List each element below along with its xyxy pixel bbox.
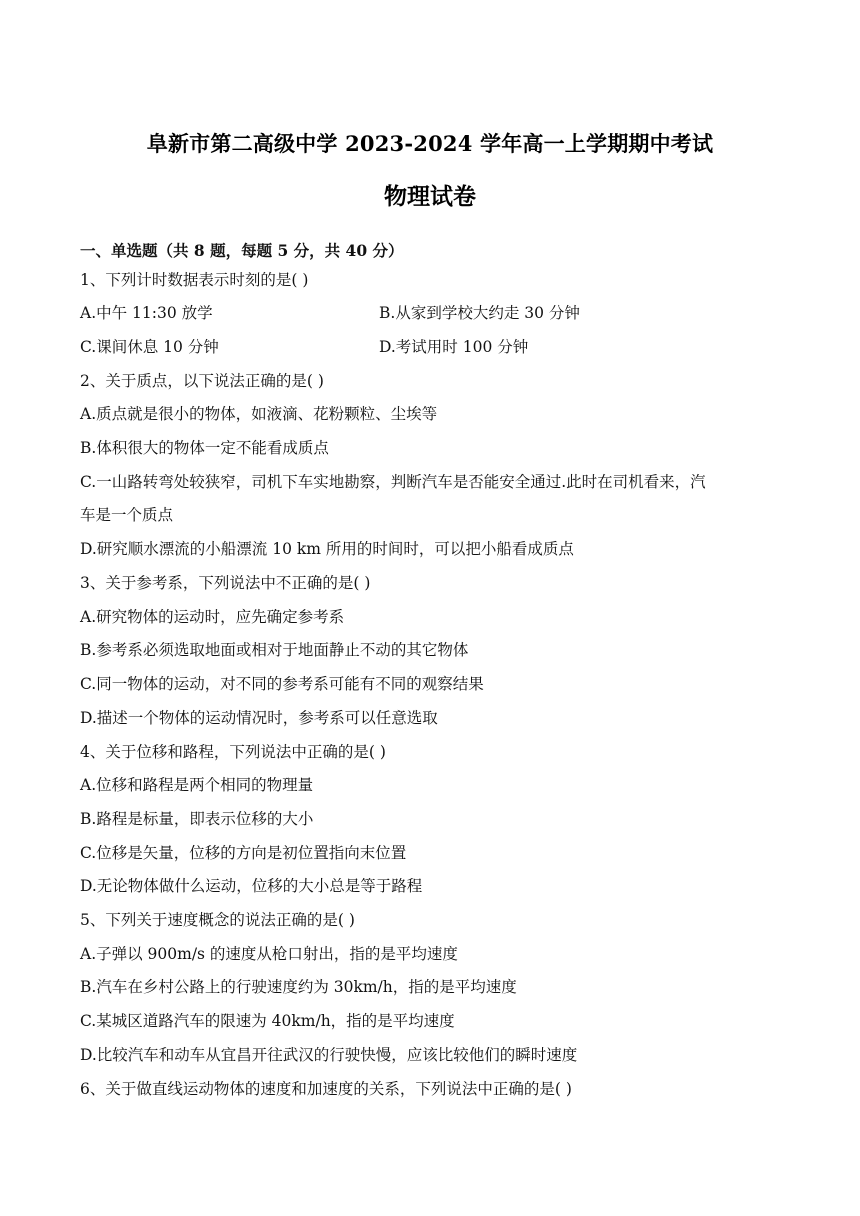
question-stem: 4、关于位移和路程，下列说法中正确的是( ) xyxy=(80,743,386,761)
option-c: C.同一物体的运动，对不同的参考系可能有不同的观察结果 xyxy=(80,675,484,693)
option-c: C.一山路转弯处较狭窄，司机下车实地勘察，判断汽车是否能安全通过.此时在司机看来，汽 xyxy=(80,473,706,491)
option-b: B.参考系必须选取地面或相对于地面静止不动的其它物体 xyxy=(80,641,469,659)
exam-title: 阜新市第二高级中学 2023-2024 学年高一上学期期中考试 xyxy=(146,131,714,156)
option-d: D.描述一个物体的运动情况时，参考系可以任意选取 xyxy=(80,709,438,727)
exam-subtitle: 物理试卷 xyxy=(384,183,476,210)
option-b: B.路程是标量，即表示位移的大小 xyxy=(80,810,314,828)
option-a: A.研究物体的运动时，应先确定参考系 xyxy=(80,608,345,626)
question-stem: 1、下列计时数据表示时刻的是( ) xyxy=(80,271,309,289)
option-c: C.位移是矢量，位移的方向是初位置指向末位置 xyxy=(80,844,407,862)
option-b: B.体积很大的物体一定不能看成质点 xyxy=(80,439,329,457)
option-d: D.考试用时 100 分钟 xyxy=(379,338,529,356)
option-b: B.汽车在乡村公路上的行驶速度约为 30km/h，指的是平均速度 xyxy=(80,978,517,996)
option-a: A.子弹以 900m/s 的速度从枪口射出，指的是平均速度 xyxy=(80,945,458,963)
option-d: D.研究顺水漂流的小船漂流 10 km 所用的时间时，可以把小船看成质点 xyxy=(80,540,574,558)
question-stem: 6、关于做直线运动物体的速度和加速度的关系，下列说法中正确的是( ) xyxy=(80,1080,572,1098)
section-heading: 一、单选题（共 8 题，每题 5 分，共 40 分） xyxy=(80,241,404,260)
option-c: C.课间休息 10 分钟 xyxy=(80,338,219,356)
option-d: D.无论物体做什么运动，位移的大小总是等于路程 xyxy=(80,877,423,895)
option-a: A.中午 11:30 放学 xyxy=(80,304,213,322)
option-c: C.某城区道路汽车的限速为 40km/h，指的是平均速度 xyxy=(80,1012,455,1030)
option-a: A.质点就是很小的物体，如液滴、花粉颗粒、尘埃等 xyxy=(80,405,438,423)
option-a: A.位移和路程是两个相同的物理量 xyxy=(80,776,314,794)
option-b: B.从家到学校大约走 30 分钟 xyxy=(379,304,580,322)
option-d: D.比较汽车和动车从宜昌开往武汉的行驶快慢，应该比较他们的瞬时速度 xyxy=(80,1046,578,1064)
question-stem: 2、关于质点，以下说法正确的是( ) xyxy=(80,372,324,390)
option-c-continued: 车是一个质点 xyxy=(80,506,174,524)
question-stem: 3、关于参考系，下列说法中不正确的是( ) xyxy=(80,574,371,592)
question-stem: 5、下列关于速度概念的说法正确的是( ) xyxy=(80,911,355,929)
